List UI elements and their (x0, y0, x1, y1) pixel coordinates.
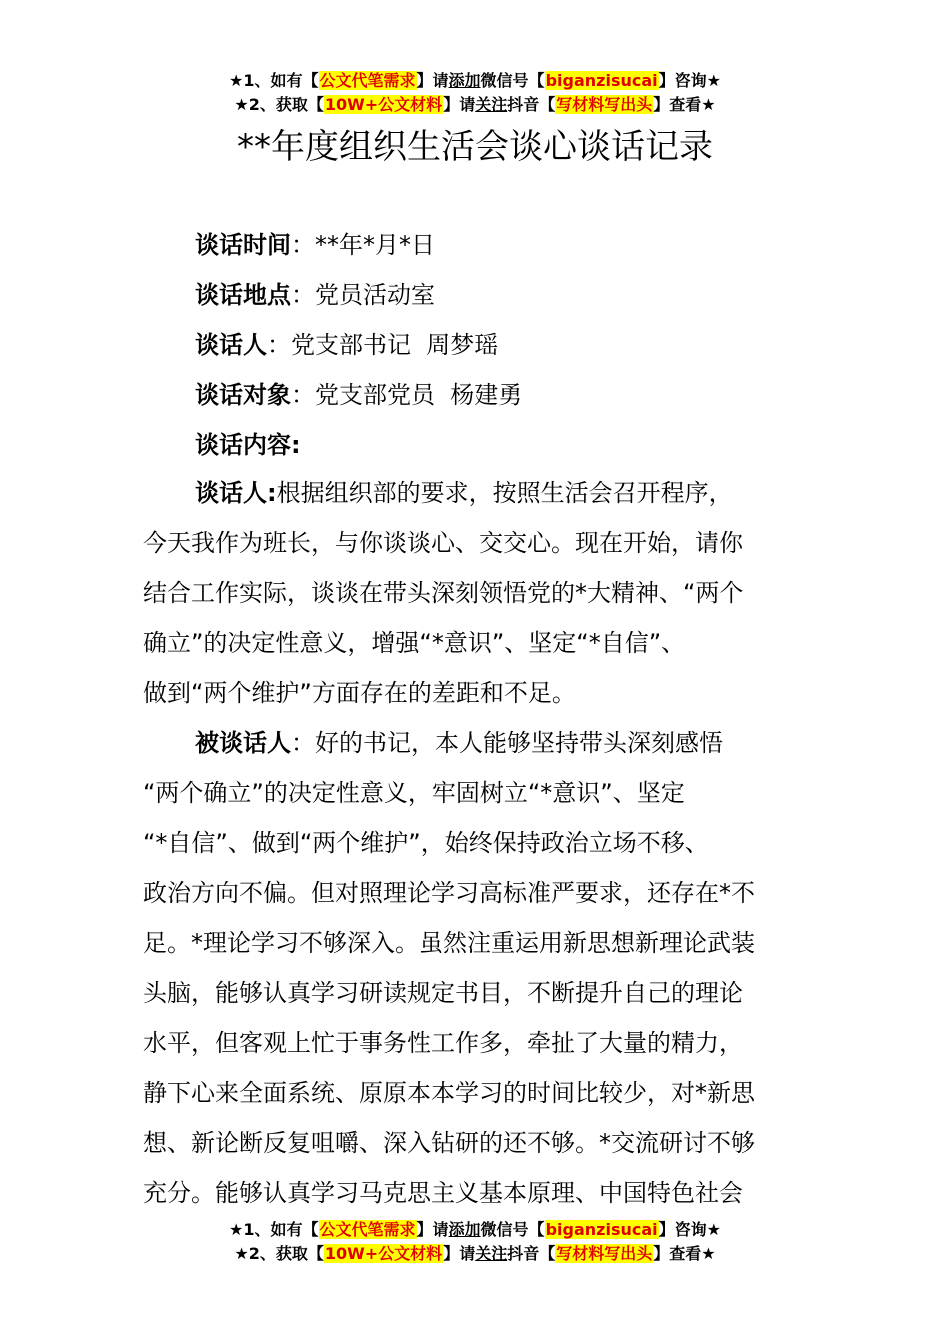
field-label: 谈话内容: (195, 431, 301, 459)
line-text: ：好的书记，本人能够坚持带头深刻感悟 (291, 729, 723, 757)
ad-highlight: 10W+公文材料 (324, 95, 443, 114)
ad-text: ★2、获取【 (234, 1244, 324, 1263)
ad-text: 】咨询★ (658, 1220, 721, 1239)
paragraph-line: 静下心来全面系统、原原本本学习的时间比较少，对*新思 (143, 1079, 755, 1107)
field-content (195, 428, 301, 462)
field-target (195, 378, 522, 412)
ad-text: 】查看★ (653, 1244, 716, 1263)
paragraph-line (143, 468, 807, 518)
field-value: 党员活动室 (315, 281, 435, 309)
ad-text: 】请 (443, 95, 476, 114)
paragraph-line: “*自信”、做到“两个维护”，始终保持政治立场不移、 (143, 829, 709, 857)
paragraph-line: 确立”的决定性意义，增强“*意识”、坚定“*自信”、 (143, 629, 686, 657)
ad-text: ★2、获取【 (234, 95, 324, 114)
footer-ad-line-1 (0, 1219, 950, 1241)
ad-text: 】咨询★ (658, 71, 721, 90)
ad-highlight: 写材料写出头 (556, 95, 653, 114)
field-talker (195, 328, 498, 362)
paragraph-line: 政治方向不偏。但对照理论学习高标准严要求，还存在*不 (143, 879, 755, 907)
field-value: 党支部党员 杨建勇 (315, 381, 523, 409)
field-label: 谈话地点 (195, 281, 291, 309)
ad-underline: 关注 (475, 1244, 508, 1263)
paragraph-line: 想、新论断反复咀嚼、深入钻研的还不够。*交流研讨不够 (143, 1129, 755, 1157)
ad-text: 微信号【 (480, 1220, 545, 1239)
ad-highlight: biganzisucai (545, 71, 658, 90)
ad-text: 抖音【 (507, 1244, 556, 1263)
paragraph-line: 做到“两个维护”方面存在的差距和不足。 (143, 679, 576, 707)
ad-highlight: 公文代笔需求 (319, 71, 416, 90)
paragraph-line: 足。*理论学习不够深入。虽然注重运用新思想新理论武装 (143, 929, 755, 957)
ad-text: ★1、如有【 (229, 71, 319, 90)
paragraph-line: 充分。能够认真学习马克思主义基本原理、中国特色社会 (143, 1179, 743, 1207)
ad-text: 】请 (443, 1244, 476, 1263)
speaker-label: 被谈话人 (195, 729, 291, 757)
document-title: **年度组织生活会谈心谈话记录 (237, 127, 713, 167)
field-sep: ： (267, 331, 291, 359)
field-time (195, 228, 435, 262)
field-place (195, 278, 435, 312)
ad-highlight: 公文代笔需求 (319, 1220, 416, 1239)
field-sep: ： (291, 381, 315, 409)
field-value: **年*月*日 (315, 231, 435, 259)
speaker-label: 谈话人: (195, 479, 277, 507)
paragraph-line: 水平，但客观上忙于事务性工作多，牵扯了大量的精力， (143, 1029, 743, 1057)
ad-text: ★1、如有【 (229, 1220, 319, 1239)
field-label: 谈话时间 (195, 231, 291, 259)
ad-text: 】请 (416, 1220, 449, 1239)
ad-text: 抖音【 (507, 95, 556, 114)
paragraph-line: “两个确立”的决定性意义，牢固树立“*意识”、坚定 (143, 779, 685, 807)
paragraph-line: 头脑，能够认真学习研读规定书目，不断提升自己的理论 (143, 979, 743, 1007)
ad-highlight: 写材料写出头 (556, 1244, 653, 1263)
ad-text: 】请 (416, 71, 449, 90)
paragraph-line: 今天我作为班长，与你谈谈心、交交心。现在开始，请你 (143, 529, 743, 557)
paragraph-interviewer (143, 468, 807, 718)
ad-underline: 添加 (448, 1220, 481, 1239)
ad-text: 微信号【 (480, 71, 545, 90)
paragraph-line (143, 718, 807, 768)
field-label: 谈话对象 (195, 381, 291, 409)
ad-underline: 关注 (475, 95, 508, 114)
field-sep: ： (291, 231, 315, 259)
ad-text: 】查看★ (653, 95, 716, 114)
paragraph-interviewee (143, 718, 807, 1218)
field-label: 谈话人 (195, 331, 267, 359)
ad-highlight: biganzisucai (545, 1220, 658, 1239)
field-sep: ： (291, 281, 315, 309)
ad-underline: 添加 (448, 71, 481, 90)
ad-highlight: 10W+公文材料 (324, 1244, 443, 1263)
header-ad-line-1 (0, 70, 950, 92)
header-ad-line-2 (0, 94, 950, 116)
paragraph-line: 结合工作实际，谈谈在带头深刻领悟党的*大精神、“两个 (143, 579, 744, 607)
field-value: 党支部书记 周梦瑶 (291, 331, 499, 359)
footer-ad-line-2 (0, 1243, 950, 1265)
line-text: 根据组织部的要求，按照生活会召开程序， (276, 479, 733, 507)
